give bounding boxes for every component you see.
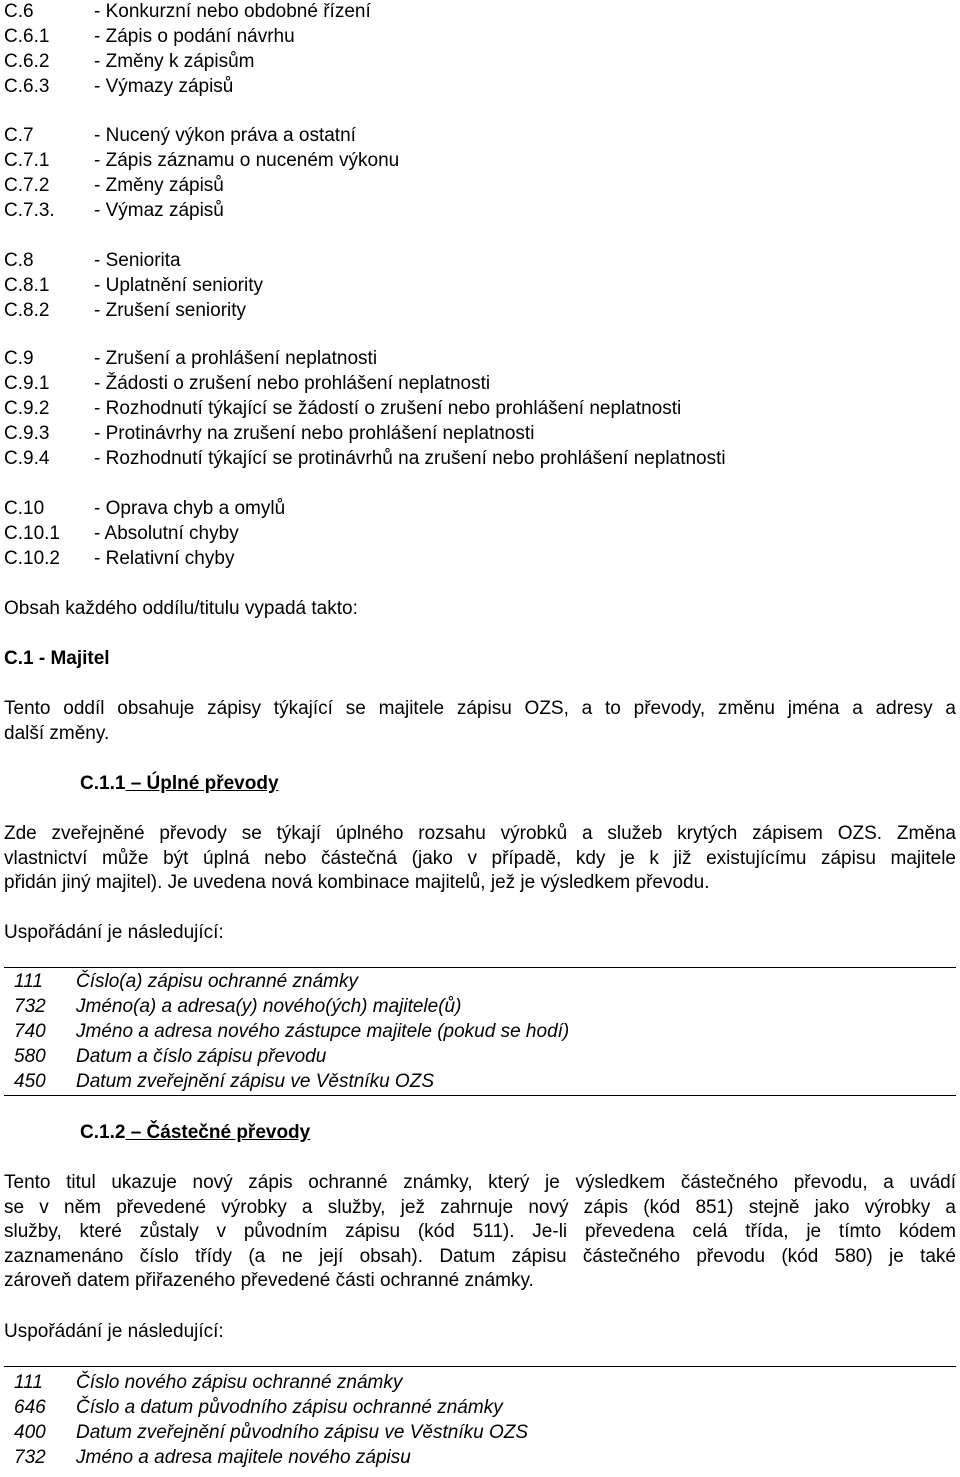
subsection-name: Částečné převody — [146, 1122, 311, 1143]
outline-text: - Konkurzní nebo obdobné řízení — [94, 1, 371, 22]
arrangement-label: Uspořádání je následující: — [4, 922, 224, 943]
arrangement-table-c12 — [4, 1366, 956, 1477]
outline-code: C.8.2 — [4, 300, 50, 321]
section-title-c1: C.1 - Majitel — [4, 648, 110, 669]
section-c11-paragraph — [4, 822, 956, 896]
outline-text: - Změny k zápisům — [94, 51, 255, 72]
outline-code: C.8 — [4, 250, 34, 271]
paragraph-line: se v něm převedené výrobky a služby, jež zahrnuje nový zápis (kód 851) stejně jako výrobky a — [4, 1196, 956, 1218]
outline-code: C.7.3. — [4, 200, 55, 221]
row-text: Číslo a datum původního zápisu ochranné známky — [76, 1397, 503, 1418]
row-code: 580 — [14, 1046, 46, 1067]
row-text: Datum zveřejnění zápisu ve Věstníku OZS — [76, 1071, 434, 1092]
outline-text: - Relativní chyby — [94, 548, 235, 569]
row-code: 740 — [14, 1021, 46, 1042]
outline-text: - Rozhodnutí týkající se žádostí o zrušení nebo prohlášení neplatnosti — [94, 398, 682, 419]
outline-text: - Absolutní chyby — [94, 523, 239, 544]
paragraph-line: Tento oddíl obsahuje zápisy týkající se majitele zápisu OZS, a to převody, změnu jména a adresy a — [4, 698, 956, 719]
outline-text: - Výmaz zápisů — [94, 200, 224, 221]
outline-code: C.9.4 — [4, 448, 50, 469]
outline-text: - Zrušení a prohlášení neplatnosti — [94, 348, 378, 369]
paragraph-line: Tento titul ukazuje nový zápis ochranné známky, který je výsledkem částečného převodu, a uvádí — [4, 1172, 956, 1193]
paragraph-line: přidán jiný majitel). Je uvedena nová kombinace majitelů, jež je výsledkem převodu. — [4, 872, 710, 893]
content-heading: Obsah každého oddílu/titulu vypadá takto: — [4, 598, 358, 619]
row-text: Číslo nového zápisu ochranné známky — [76, 1372, 403, 1393]
paragraph-line: zároveň datem přiřazeného převedené části ochranné známky. — [4, 1270, 534, 1291]
row-text: Datum a číslo zápisu převodu — [76, 1046, 327, 1067]
subsection-name: Úplné převody — [146, 773, 279, 794]
outline-text: - Uplatnění seniority — [94, 275, 263, 296]
outline-text: - Rozhodnutí týkající se protinávrhů na zrušení nebo prohlášení neplatnosti — [94, 448, 726, 469]
outline-text: - Nucený výkon práva a ostatní — [94, 125, 356, 146]
row-code: 732 — [14, 996, 46, 1017]
outline-code: C.7.2 — [4, 175, 50, 196]
paragraph-line: další změny. — [4, 722, 110, 744]
outline-text: - Žádosti o zrušení nebo prohlášení neplatnosti — [94, 373, 491, 394]
row-text: Jméno a adresa nového zástupce majitele (pokud se hodí) — [76, 1021, 570, 1042]
paragraph-line: zaznamenáno číslo třídy (a ne její obsah). Datum zápisu částečného převodu (kód 580) je také — [4, 1245, 956, 1267]
outline-code: C.8.1 — [4, 275, 50, 296]
outline-text: - Výmazy zápisů — [94, 76, 234, 97]
row-code: 450 — [14, 1071, 46, 1092]
outline-code: C.10 — [4, 498, 45, 519]
outline-code: C.6.1 — [4, 26, 50, 47]
outline-text: - Protinávrhy na zrušení nebo prohlášení neplatnosti — [94, 423, 535, 444]
subsection-dash: – — [125, 1122, 147, 1143]
outline-text: - Zrušení seniority — [94, 300, 247, 321]
paragraph-line: Zde zveřejněné převody se týkají úplného rozsahu výrobků a služeb krytých zápisem OZS. Změna — [4, 823, 956, 844]
outline-text: - Zápis o podání návrhu — [94, 26, 295, 47]
outline-code: C.7 — [4, 125, 34, 146]
row-code: 111 — [14, 1372, 43, 1393]
outline-code: C.6.3 — [4, 76, 50, 97]
outline-text: - Změny zápisů — [94, 175, 224, 196]
row-code: 732 — [14, 1447, 46, 1468]
row-code: 646 — [14, 1397, 46, 1418]
paragraph-line: vlastnictví může být úplná nebo částečná (jako v případě, kdy je k již existujícímu zápisu majitele — [4, 847, 956, 869]
outline-code: C.9.3 — [4, 423, 50, 444]
row-code: 400 — [14, 1422, 46, 1443]
subsection-title-c11 — [80, 772, 279, 796]
row-text: Číslo(a) zápisu ochranné známky — [76, 971, 358, 992]
row-text: Jméno a adresa majitele nového zápisu — [76, 1447, 411, 1468]
section-c1-intro — [4, 697, 956, 746]
arrangement-label: Uspořádání je následující: — [4, 1321, 224, 1342]
outline-code: C.9 — [4, 348, 34, 369]
row-text: Datum zveřejnění původního zápisu ve Věstníku OZS — [76, 1422, 529, 1443]
outline-text: - Seniorita — [94, 250, 181, 271]
arrangement-table-c11 — [4, 967, 956, 1096]
subsection-title-c12 — [80, 1121, 310, 1145]
paragraph-line: služby, které zůstaly v původním zápisu (kód 511). Je-li převedena celá třída, je tímto kódem — [4, 1221, 956, 1242]
outline-code: C.9.2 — [4, 398, 50, 419]
outline-code: C.6.2 — [4, 51, 50, 72]
outline-code: C.7.1 — [4, 150, 50, 171]
outline-code: C.9.1 — [4, 373, 50, 394]
subsection-code: C.1.2 — [80, 1122, 126, 1143]
outline-text: - Zápis záznamu o nuceném výkonu — [94, 150, 400, 171]
outline-code: C.10.1 — [4, 523, 60, 544]
row-code: 111 — [14, 971, 43, 992]
row-text: Jméno(a) a adresa(y) nového(ých) majitele(ů) — [76, 996, 462, 1017]
outline-text: - Oprava chyb a omylů — [94, 498, 286, 519]
subsection-code: C.1.1 — [80, 773, 126, 794]
outline-code: C.10.2 — [4, 548, 60, 569]
subsection-dash: – — [125, 773, 147, 794]
section-c12-paragraph — [4, 1171, 956, 1294]
outline-code: C.6 — [4, 1, 34, 22]
